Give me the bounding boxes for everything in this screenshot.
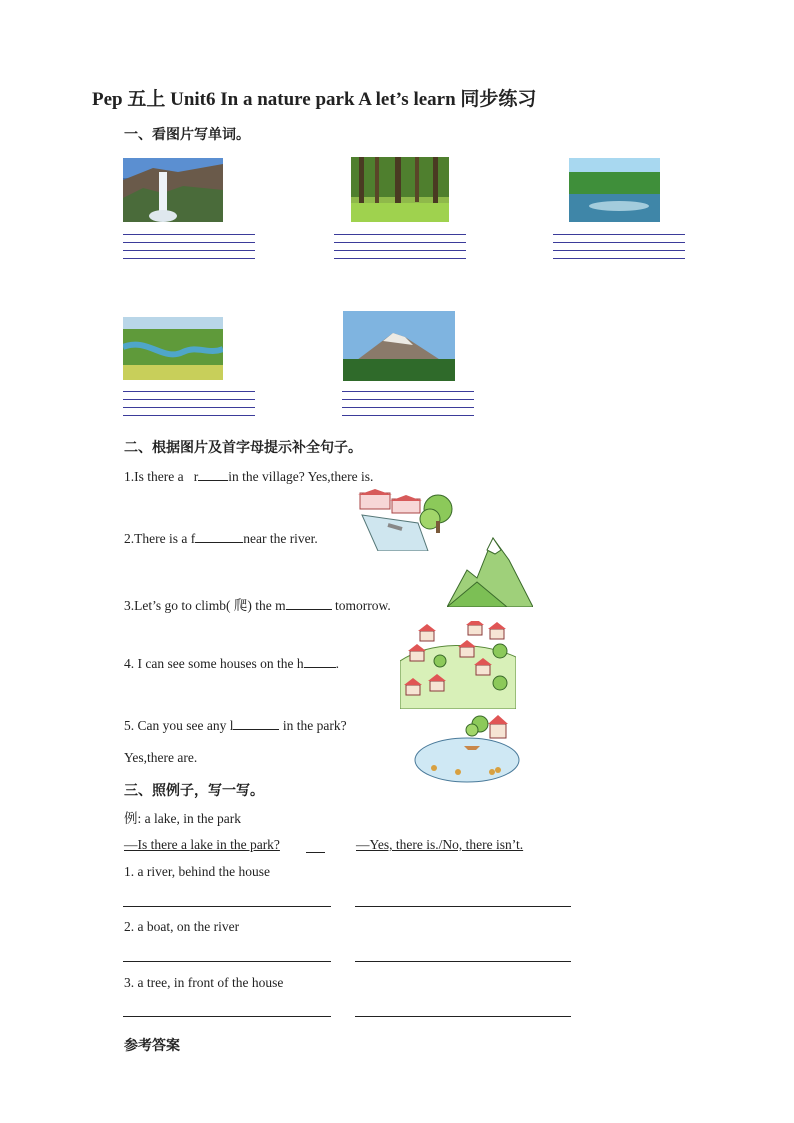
question-3 [124, 594, 391, 614]
forest-picture [351, 157, 449, 222]
q1-blank[interactable] [198, 480, 228, 481]
mountain-picture [343, 311, 455, 381]
page-title: Pep 五上 Unit6 In a nature park A let’s learn 同步练习 [92, 89, 537, 110]
q2-text-start: 2.There is a f [124, 531, 196, 546]
exercise-1-question-line[interactable] [123, 906, 331, 907]
question-4 [124, 656, 339, 672]
answer-lines-1[interactable] [123, 234, 255, 266]
q3-blank[interactable] [286, 609, 332, 610]
q1-hint: r [193, 469, 199, 484]
q3-text-end: tomorrow. [331, 598, 391, 613]
q2-text-end: near the river. [243, 531, 318, 546]
q1-text-start: 1.Is there a [124, 469, 184, 484]
section-1-heading: 一、看图片写单词。 [124, 127, 250, 143]
exercise-item-2: 2. a boat, on the river [124, 919, 240, 934]
exercise-2-question-line[interactable] [123, 961, 331, 962]
q2-blank[interactable] [195, 542, 243, 543]
example-prompt: 例: a lake, in the park [124, 811, 241, 826]
exercise-3-question-line[interactable] [123, 1016, 331, 1017]
example-question: —Is there a lake in the park? [124, 837, 280, 852]
question-5-answer: Yes,there are. [124, 750, 198, 765]
q5-blank[interactable] [233, 729, 279, 730]
lake-illustration [414, 710, 520, 784]
village-illustration [358, 489, 456, 551]
example-answer: —Yes, there is./No, there isn’t. [356, 837, 524, 852]
exercise-item-1: 1. a river, behind the house [124, 864, 271, 879]
answer-lines-3[interactable] [553, 234, 685, 266]
river-picture [123, 317, 223, 380]
section-2-heading: 二、根据图片及首字母提示补全句子。 [124, 440, 362, 456]
question-1 [124, 469, 373, 485]
q5-text-end: in the park? [279, 718, 347, 733]
q5-text-start: 5. Can you see any l [124, 718, 234, 733]
answer-lines-5[interactable] [342, 391, 474, 423]
exercise-2-answer-line[interactable] [355, 961, 571, 962]
answer-lines-2[interactable] [334, 234, 466, 266]
answer-lines-4[interactable] [123, 391, 255, 423]
example-question-underline-tail [306, 852, 325, 853]
q4-text-end: . [335, 656, 339, 671]
lake-picture [569, 158, 660, 222]
mountain-illustration [447, 530, 533, 607]
question-2 [124, 531, 318, 547]
hill-houses-illustration [400, 621, 516, 709]
exercise-item-3: 3. a tree, in front of the house [124, 975, 284, 990]
q3-text-start: 3.Let’s go to climb( 爬) the m [124, 598, 286, 613]
answer-key-heading: 参考答案 [124, 1038, 180, 1054]
question-5 [124, 718, 347, 734]
exercise-1-answer-line[interactable] [355, 906, 571, 907]
waterfall-picture [123, 158, 223, 222]
section-3-heading: 三、照例子，写一写。 [124, 783, 264, 799]
exercise-3-answer-line[interactable] [355, 1016, 571, 1017]
q4-text-start: 4. I can see some houses on the h [124, 656, 304, 671]
q1-text-end: in the village? Yes,there is. [228, 469, 374, 484]
q4-blank[interactable] [304, 667, 336, 668]
